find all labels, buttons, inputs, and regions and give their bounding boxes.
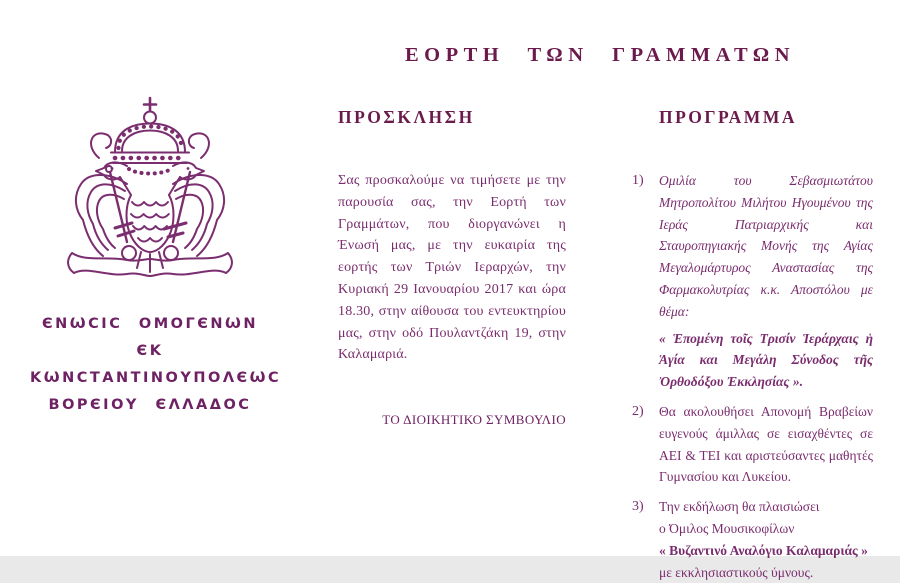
program-section (632, 106, 873, 583)
page-title: ΕΟΡΤΗ ΤΩΝ ΓΡΑΜΜΑΤΩΝ (404, 44, 796, 66)
program-item-3-number: 3) (632, 499, 644, 515)
org-name-line-2: ЄΚ (136, 343, 164, 359)
program-heading: ΠΡΟΓΡΑΜΜΑ (659, 107, 797, 127)
program-item-3-line-1: Την εκδήλωση θα πλαισιώσει (659, 499, 820, 515)
signature-line: ΤΟ ΔΙΟΙΚΗΤΙΚΟ ΣΥΜΒΟΥΛΙΟ (382, 412, 566, 428)
program-list (632, 170, 873, 583)
org-name-line-3: ΚѠΝCΤΑΝΤΙΝΟΥΠΟΛЄѠC (30, 370, 282, 386)
program-item-1 (632, 170, 873, 393)
left-column (30, 0, 282, 419)
invitation-body: Σας προσκαλούμε να τιμήσετε με την παρουσία σας, την Εορτή των Γραμμάτων, που διοργανώνει η Ένωσή μας, με την ευκαιρία της εορτής των Τριών Ιεραρχών, την Κυριακή 29 Ιανουαρίου 2017 και ώρα 18.30, στην αίθουσα του εντευκτηρίου μας, στην οδό Πουλαντζάκη 19, στην Καλαμαριά. (338, 173, 566, 363)
program-item-1-text: Ομιλία του Σεβασμιωτάτου Μητροπολίτου Μιλήτου Ηγουμένου της Ιεράς Πατριαρχικής και Σταυροπηγιακής Μονής της Αγίας Μεγαλομάρτυρος Αναστασίας της Φαρμακολυτρίας κ.κ. Αποστόλου με θέμα: (659, 173, 873, 319)
program-item-2-text: Θα ακολουθήσει Απονομή Βραβείων ευγενούς άμιλλας σε εισαχθέντες σε ΑΕΙ & ΤΕΙ και αριστεύσαντες μαθητές Γυμνασίου και Λυκείου. (659, 403, 873, 485)
double-headed-eagle-emblem-icon (65, 96, 235, 278)
program-item-3-line-3: « Βυζαντινό Αναλόγιο Καλαμαριάς » (659, 542, 868, 558)
program-item-2-number: 2) (632, 403, 644, 419)
program-item-3-body (659, 496, 873, 583)
program-item-3-line-4: με εκκλησιαστικούς ύμνους. (659, 564, 814, 580)
program-item-3-line-2: ο Όμιλος Μουσικοφίλων (659, 520, 795, 536)
program-item-2 (632, 401, 873, 488)
org-name-line-4: ΒΟΡЄΙΟΥ ЄΛΛΑΔΟC (48, 397, 252, 413)
program-item-1-quote: « Ἑπομένη τοῖς Τρισίν Ἱεράρχαις ἡ Ἁγία και Μεγάλη Σύνοδος τῆς Ὀρθοδόξου Ἐκκλησίας ». (659, 330, 873, 390)
invitation-heading: ΠΡΟΣΚΛΗΣΗ (338, 107, 475, 127)
program-item-3 (632, 496, 873, 583)
program-item-1-number: 1) (632, 173, 644, 188)
program-item-1-body (659, 170, 873, 393)
organization-name (30, 311, 282, 419)
invitation-section (338, 106, 566, 428)
org-name-line-1: ЄΝѠCΙC ΟΜΟΓЄΝѠΝ (42, 316, 258, 332)
